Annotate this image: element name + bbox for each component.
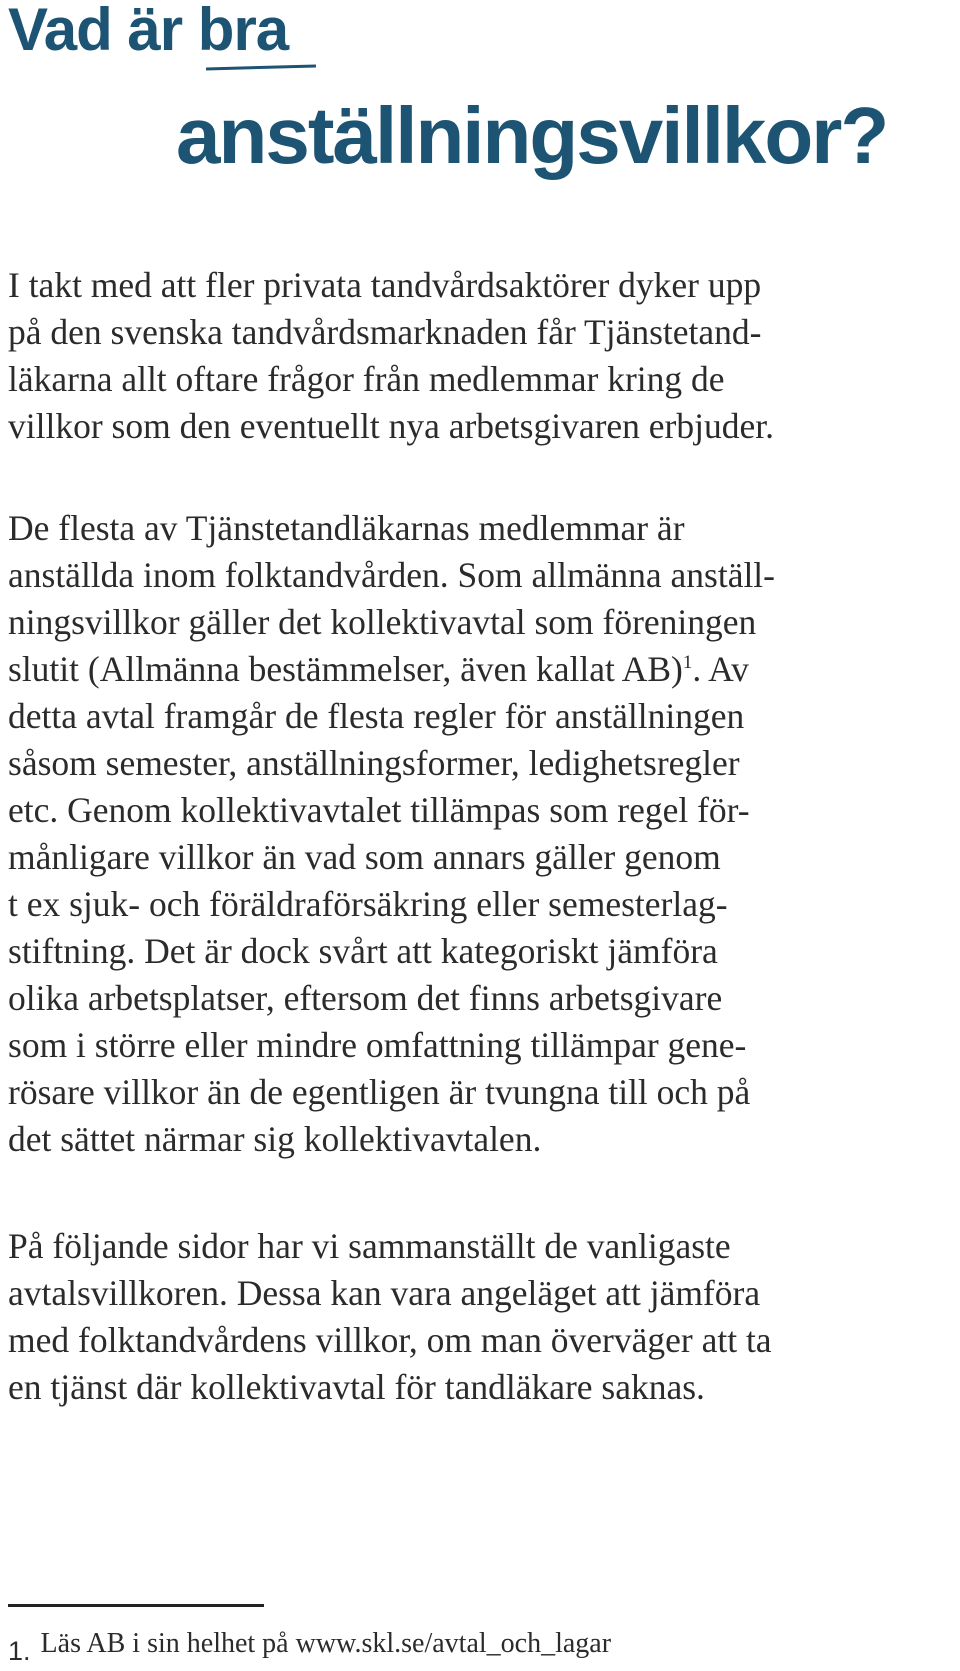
- text-fragment: slutit (Allmänna bestämmelser, även kallat AB): [8, 649, 683, 689]
- text-line: anställda inom folktandvården. Som allmänna anställ-: [8, 555, 775, 595]
- text-line: olika arbetsplatser, eftersom det finns arbetsgivare: [8, 978, 723, 1018]
- following-pages-paragraph: [8, 1223, 958, 1411]
- text-line: som i större eller mindre omfattning tillämpar gene-: [8, 1025, 747, 1065]
- collective-agreement-paragraph: [8, 505, 958, 1163]
- footnote-divider: [8, 1604, 264, 1607]
- text-line: detta avtal framgår de flesta regler för anställningen: [8, 696, 745, 736]
- text-fragment: . Av: [692, 649, 749, 689]
- text-line: I takt med att fler privata tandvårdsaktörer dyker upp: [8, 265, 762, 305]
- text-line: t ex sjuk- och föräldraförsäkring eller semesterlag-: [8, 884, 728, 924]
- text-line: med folktandvårdens villkor, om man överväger att ta: [8, 1320, 772, 1360]
- text-line: etc. Genom kollektivavtalet tillämpas som regel för-: [8, 790, 750, 830]
- footnote: [8, 1628, 612, 1666]
- page-title-line-2: anställningsvillkor?: [176, 91, 888, 180]
- text-line: På följande sidor har vi sammanställt de vanligaste: [8, 1226, 731, 1266]
- text-line: De flesta av Tjänstetandläkarnas medlemmar är: [8, 508, 685, 548]
- text-line: en tjänst där kollektivavtal för tandläkare saknas.: [8, 1367, 705, 1407]
- text-line: rösare villkor än de egentligen är tvungna till och på: [8, 1072, 751, 1112]
- text-line: villkor som den eventuellt nya arbetsgivaren erbjuder.: [8, 406, 774, 446]
- text-line: ningsvillkor gäller det kollektivavtal som föreningen: [8, 602, 757, 642]
- footnote-text: Läs AB i sin helhet på www.skl.se/avtal_och_lagar: [40, 1628, 612, 1659]
- footnote-reference: 1: [682, 652, 693, 674]
- intro-paragraph: [8, 262, 958, 450]
- text-line: månligare villkor än vad som annars gäller genom: [8, 837, 721, 877]
- text-line: det sättet närmar sig kollektivavtalen.: [8, 1119, 542, 1159]
- text-line-with-footnote: [8, 646, 958, 693]
- text-line: avtalsvillkoren. Dessa kan vara angeläget att jämföra: [8, 1273, 761, 1313]
- text-line: såsom semester, anställningsformer, ledighetsregler: [8, 743, 740, 783]
- page-title-line-1: Vad är bra: [8, 0, 289, 63]
- text-line: på den svenska tandvårdsmarknaden får Tjänstetand-: [8, 312, 762, 352]
- footnote-number: 1.: [8, 1636, 31, 1666]
- text-line: läkarna allt oftare frågor från medlemmar kring de: [8, 359, 725, 399]
- text-line: stiftning. Det är dock svårt att kategoriskt jämföra: [8, 931, 718, 971]
